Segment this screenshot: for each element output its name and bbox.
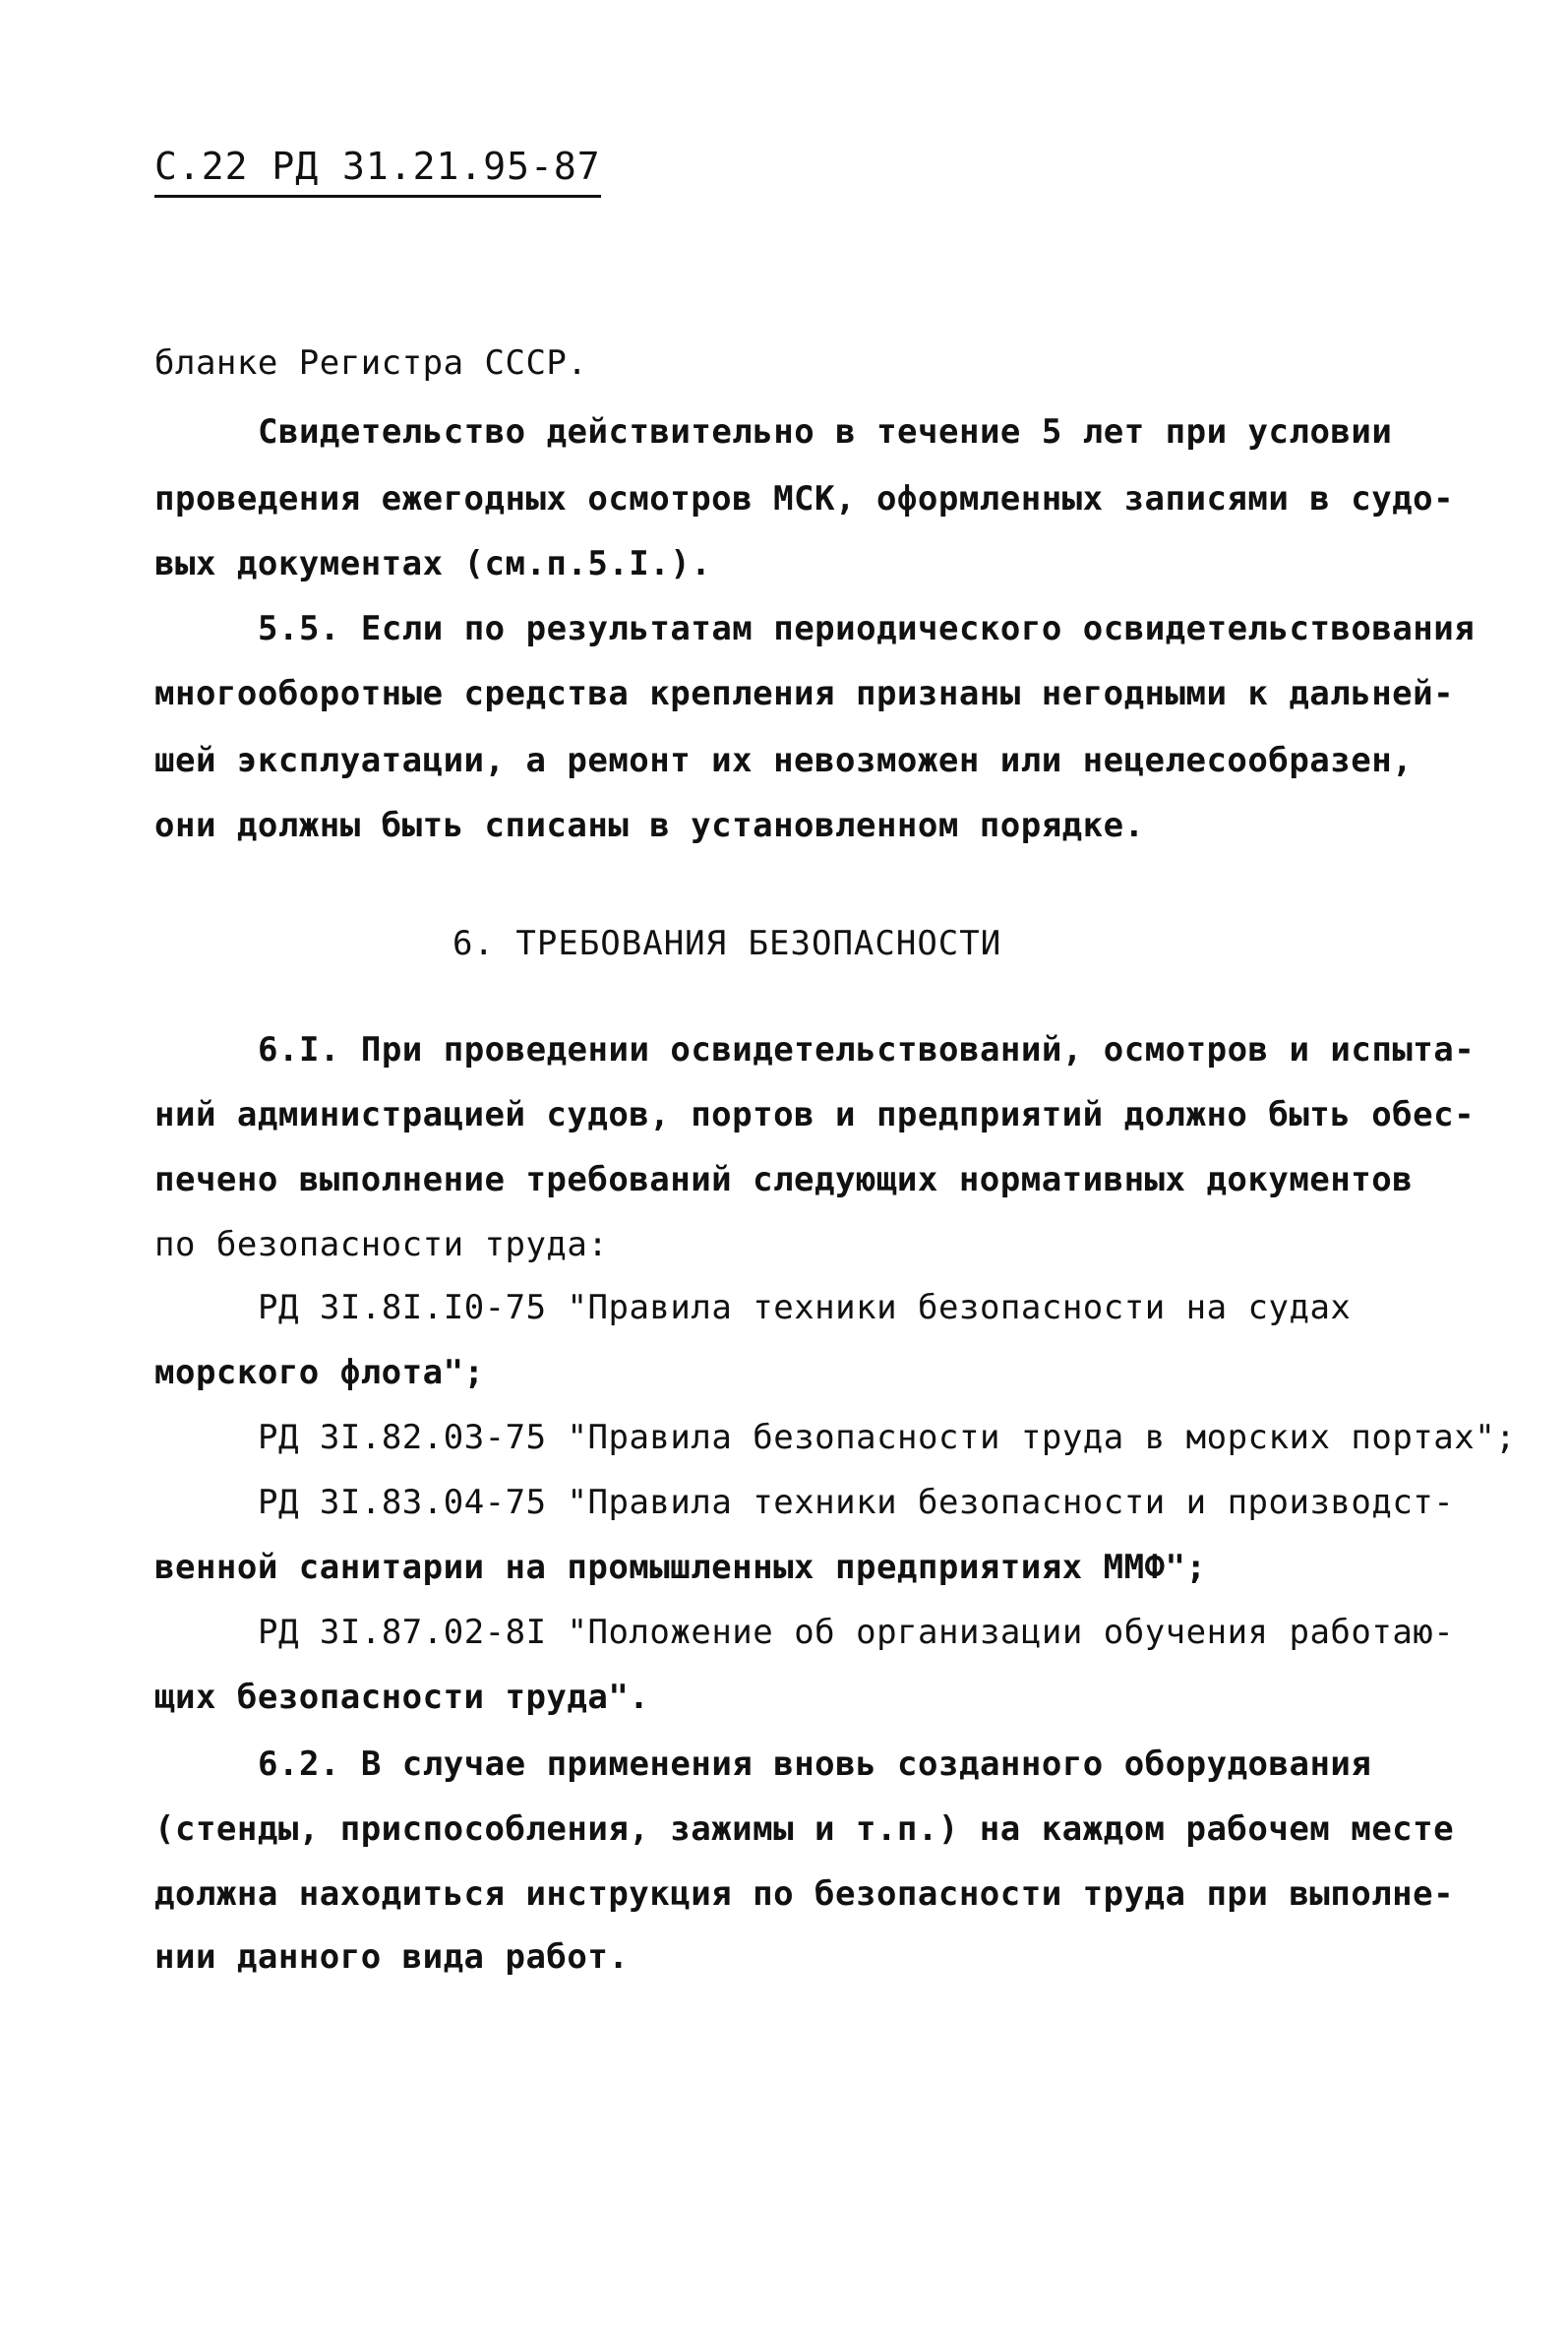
body-line: проведения ежегодных осмотров МСК, оформленных записями в судо- xyxy=(154,479,1455,519)
section-line: печено выполнение требований следующих нормативных документов xyxy=(154,1160,1414,1199)
body-line: они должны быть списаны в установленном порядке. xyxy=(154,806,1145,845)
section-line: РД 3I.82.03-75 "Правила безопасности труда в морских портах"; xyxy=(258,1418,1517,1457)
section-line: по безопасности труда: xyxy=(154,1225,609,1264)
section-line: РД 3I.87.02-8I "Положение об организации обучения работаю- xyxy=(258,1613,1455,1652)
body-line: вых документах (см.п.5.I.). xyxy=(154,544,712,583)
body-line: Свидетельство действительно в течение 5 лет при условии xyxy=(258,412,1393,452)
section-line: (стенды, приспособления, зажимы и т.п.) на каждом рабочем месте xyxy=(154,1809,1455,1849)
body-line: бланке Регистра СССР. xyxy=(154,343,588,383)
page-header: С.22 РД 31.21.95-87 xyxy=(154,148,601,198)
section-line: 6.I. При проведении освидетельствований, осмотров и испыта- xyxy=(258,1030,1476,1070)
body-line: 5.5. Если по результатам периодического освидетельствования xyxy=(258,609,1476,648)
section-line: нии данного вида работ. xyxy=(154,1937,630,1977)
section-line: должна находиться инструкция по безопасности труда при выполне- xyxy=(154,1874,1455,1914)
body-line: шей эксплуатации, а ремонт их невозможен или нецелесообразен, xyxy=(154,741,1414,780)
section-line: РД 3I.83.04-75 "Правила техники безопасности и производст- xyxy=(258,1483,1455,1522)
section-line: венной санитарии на промышленных предприятиях ММФ"; xyxy=(154,1548,1207,1587)
section-line: морского флота"; xyxy=(154,1353,485,1392)
section-line: щих безопасности труда". xyxy=(154,1678,650,1717)
section-line: ний администрацией судов, портов и предприятий должно быть обес- xyxy=(154,1095,1476,1134)
section-title: 6. ТРЕБОВАНИЯ БЕЗОПАСНОСТИ xyxy=(452,924,1002,963)
body-line: многооборотные средства крепления признаны негодными к дальней- xyxy=(154,674,1455,713)
section-line: РД 3I.8I.I0-75 "Правила техники безопасности на судах xyxy=(258,1288,1352,1327)
section-line: 6.2. В случае применения вновь созданного оборудования xyxy=(258,1744,1372,1784)
